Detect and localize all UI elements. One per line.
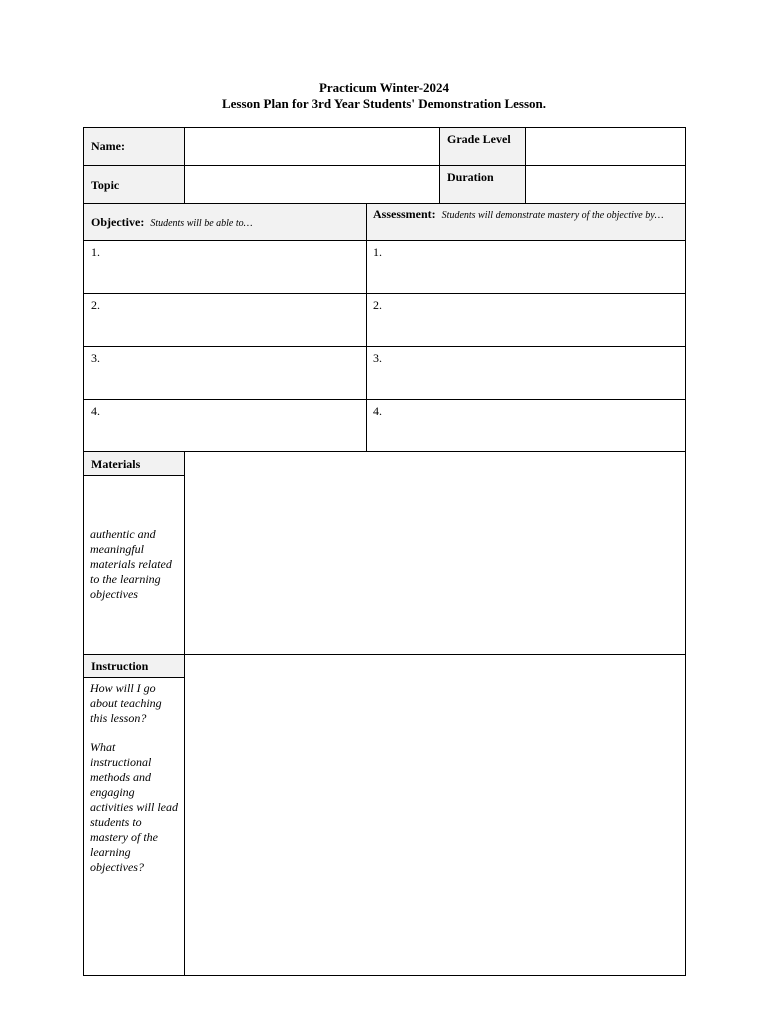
materials-label: Materials bbox=[91, 457, 141, 471]
assessment-number: 1. bbox=[373, 245, 382, 259]
grade-level-field[interactable] bbox=[525, 127, 686, 166]
instruction-field[interactable] bbox=[184, 654, 686, 976]
assessment-row-3[interactable] bbox=[366, 346, 686, 400]
objective-row-1[interactable] bbox=[83, 240, 367, 294]
objective-number: 2. bbox=[91, 298, 100, 312]
duration-label: Duration bbox=[447, 170, 494, 184]
objective-number: 4. bbox=[91, 404, 100, 418]
name-label: Name: bbox=[91, 139, 125, 153]
instruction-label: Instruction bbox=[91, 659, 149, 673]
materials-label-cell bbox=[83, 451, 185, 476]
assessment-row-2[interactable] bbox=[366, 293, 686, 347]
objective-header bbox=[83, 203, 367, 241]
grade-level-label-cell bbox=[439, 127, 526, 166]
topic-field[interactable] bbox=[184, 165, 440, 204]
name-label-cell bbox=[83, 127, 185, 166]
topic-label: Topic bbox=[91, 178, 120, 192]
instruction-question-2: What instructional methods and engaging activities will lead students to mastery of the learning objectives? bbox=[90, 740, 178, 874]
materials-field[interactable] bbox=[184, 451, 686, 655]
assessment-header bbox=[366, 203, 686, 241]
assessment-number: 4. bbox=[373, 404, 382, 418]
assessment-label: Assessment: bbox=[373, 207, 436, 221]
assessment-number: 3. bbox=[373, 351, 382, 365]
document-subtitle: Lesson Plan for 3rd Year Students' Demonstration Lesson. bbox=[221, 96, 547, 111]
assessment-number: 2. bbox=[373, 298, 382, 312]
objective-hint: Students will be able to… bbox=[150, 218, 253, 229]
instruction-question-1: How will I go about teaching this lesson? bbox=[90, 681, 162, 725]
topic-label-cell bbox=[83, 165, 185, 204]
instruction-label-cell bbox=[83, 654, 185, 678]
objective-row-2[interactable] bbox=[83, 293, 367, 347]
duration-field[interactable] bbox=[525, 165, 686, 204]
grade-level-label: Grade Level bbox=[447, 132, 511, 146]
name-field[interactable] bbox=[184, 127, 440, 166]
objective-row-3[interactable] bbox=[83, 346, 367, 400]
objective-number: 1. bbox=[91, 245, 100, 259]
objective-row-4[interactable] bbox=[83, 399, 367, 452]
materials-description: authentic and meaningful materials related to the learning objectives bbox=[90, 527, 172, 601]
assessment-row-4[interactable] bbox=[366, 399, 686, 452]
duration-label-cell bbox=[439, 165, 526, 204]
document-title: Practicum Winter-2024 bbox=[318, 80, 450, 95]
assessment-hint: Students will demonstrate mastery of the objective by… bbox=[441, 210, 664, 221]
objective-label: Objective: bbox=[91, 215, 145, 229]
objective-number: 3. bbox=[91, 351, 100, 365]
assessment-row-1[interactable] bbox=[366, 240, 686, 294]
